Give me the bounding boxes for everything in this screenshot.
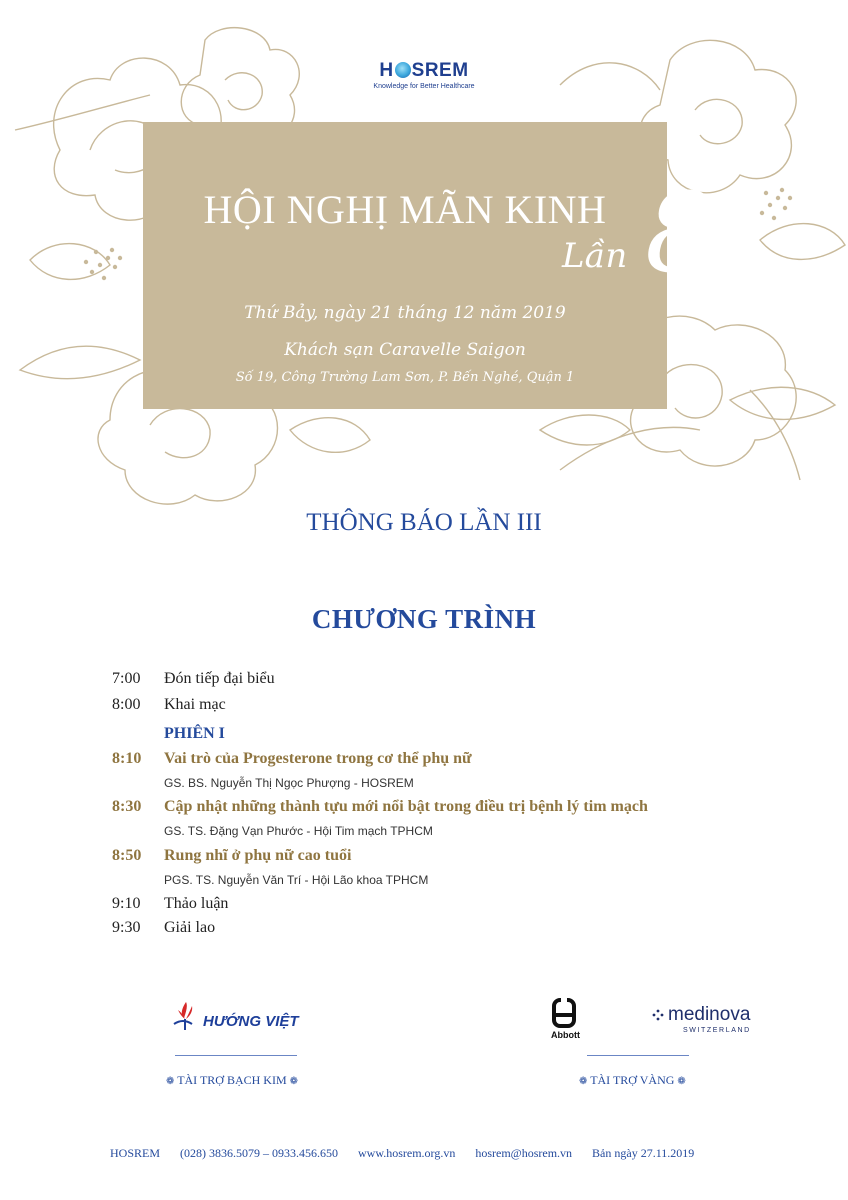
schedule-time: 8:30 bbox=[112, 798, 142, 815]
divider bbox=[175, 1055, 297, 1056]
medinova-star-icon bbox=[652, 1009, 664, 1021]
schedule-time: 9:10 bbox=[112, 895, 141, 912]
event-date: Thứ Bảy, ngày 21 tháng 12 năm 2019 bbox=[244, 303, 566, 323]
swirl-left-icon: ❁ bbox=[166, 1076, 175, 1087]
event-venue: Khách sạn Caravelle Saigon bbox=[284, 340, 526, 360]
logo-name: H SREM bbox=[379, 60, 469, 81]
footer-org: HOSREM bbox=[110, 1146, 161, 1160]
footer-date: Bản ngày 27.11.2019 bbox=[592, 1146, 695, 1160]
schedule-text: Khai mạc bbox=[164, 696, 226, 713]
logo-tagline: Knowledge for Better Healthcare bbox=[373, 83, 475, 90]
sponsor-medinova-country: SWITZERLAND bbox=[683, 1027, 751, 1034]
sponsor-huong-viet: HƯỚNG VIỆT bbox=[203, 1013, 299, 1030]
talk-speaker: GS. TS. Đặng Vạn Phước - Hội Tim mạch TPHCM bbox=[164, 824, 433, 838]
gold-tier-label: ❁ TÀI TRỢ VÀNG ❁ bbox=[579, 1073, 686, 1087]
program-heading: CHƯƠNG TRÌNH bbox=[311, 604, 537, 634]
event-title: HỘI NGHỊ MÃN KINH bbox=[203, 187, 607, 232]
talk-title: Vai trò của Progesterone trong cơ thể phụ nữ bbox=[164, 750, 472, 767]
schedule-time: 8:50 bbox=[112, 847, 142, 864]
hosrem-logo bbox=[334, 60, 514, 90]
schedule-time: 9:30 bbox=[112, 919, 141, 936]
event-edition-label: Lần bbox=[562, 236, 628, 276]
footer-phone: (028) 3836.5079 – 0933.456.650 bbox=[180, 1146, 339, 1160]
swirl-left-icon: ❁ bbox=[579, 1076, 588, 1087]
session-label: PHIÊN I bbox=[164, 725, 225, 742]
globe-icon bbox=[395, 62, 411, 78]
abbott-logo-icon bbox=[552, 998, 576, 1028]
schedule-text: Đón tiếp đại biểu bbox=[164, 670, 275, 687]
schedule-time: 8:10 bbox=[112, 750, 142, 767]
divider bbox=[587, 1055, 689, 1056]
talk-speaker: PGS. TS. Nguyễn Văn Trí - Hội Lão khoa TPHCM bbox=[164, 873, 429, 887]
schedule-text: Giải lao bbox=[164, 919, 216, 936]
footer bbox=[110, 1146, 694, 1161]
platinum-tier-label: ❁ TÀI TRỢ BẠCH KIM ❁ bbox=[166, 1073, 299, 1087]
swirl-right-icon: ❁ bbox=[677, 1076, 686, 1087]
talk-title: Rung nhĩ ở phụ nữ cao tuổi bbox=[164, 847, 352, 864]
sponsor-medinova: medinova bbox=[668, 1004, 751, 1025]
event-address: Số 19, Công Trường Lam Sơn, P. Bến Nghé, Quận 1 bbox=[235, 370, 575, 385]
talk-speaker: GS. BS. Nguyễn Thị Ngọc Phượng - HOSREM bbox=[164, 776, 414, 790]
schedule-time: 8:00 bbox=[112, 696, 141, 713]
talk-title: Cập nhật những thành tựu mới nổi bật trong điều trị bệnh lý tim mạch bbox=[164, 798, 648, 815]
notice-heading: THÔNG BÁO LẦN III bbox=[306, 509, 542, 536]
event-edition-number: 8 bbox=[645, 169, 715, 297]
footer-website[interactable]: www.hosrem.org.vn bbox=[358, 1146, 456, 1160]
schedule-time: 7:00 bbox=[112, 670, 141, 687]
sponsor-abbott: Abbott bbox=[551, 1030, 580, 1040]
footer-email[interactable]: hosrem@hosrem.vn bbox=[475, 1146, 573, 1160]
schedule-text: Thảo luận bbox=[164, 895, 229, 912]
swirl-right-icon: ❁ bbox=[289, 1076, 299, 1087]
